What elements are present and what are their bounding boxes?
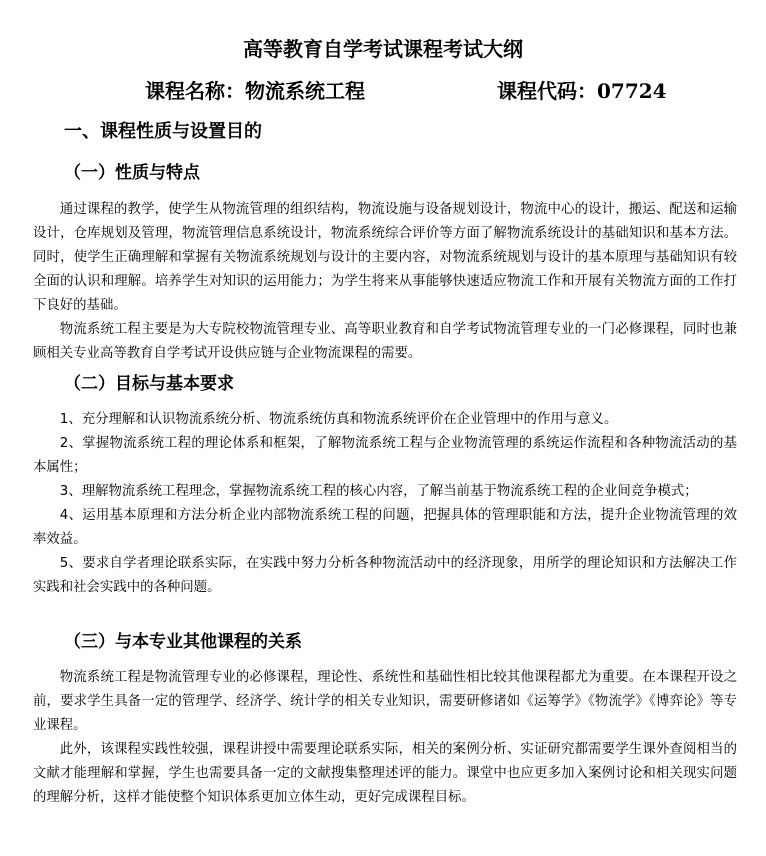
list-item: 1、充分理解和认识物流系统分析、物流系统仿真和物流系统评价在企业管理中的作用与意义。: [59, 412, 618, 427]
paragraph: 物流系统工程主要是为大专院校物流管理专业、高等职业教育和自学考试物流管理专业的一门必修课程，同时也兼顾相关专业高等教育自学考试开设供应链与企业物流课程的需要。: [33, 322, 737, 361]
course-code: 课程代码：07724: [497, 79, 667, 103]
subsection-heading-related-courses: （三）与本专业其他课程的关系: [64, 632, 302, 652]
paragraph: 物流系统工程是物流管理专业的必修课程，理论性、系统性和基础性相比较其他课程都尤为重要。在本课程开设之前，要求学生具备一定的管理学、经济学、统计学的相关专业知识，需要研修诸如《运筹学》《物流学》《博弈论》等专业课程。: [33, 670, 737, 733]
paragraph: 通过课程的教学，使学生从物流管理的组织结构，物流设施与设备规划设计，物流中心的设计，搬运、配送和运输设计，仓库规划及管理，物流管理信息系统设计，物流系统综合评价等方面了解物流系统设计的基础知识和基本方法。同时，使学生正确理解和掌握有关物流系统规划与设计的主要内容，对物流系统规划与设计的基本原理与基础知识有较全面的认识和理解。培养学生对知识的运用能力；为学生将来从事能够快速适应物流工作和开展有关物流方面的工作打下良好的基础。: [33, 202, 737, 313]
subsection-heading-nature-features: （一）性质与特点: [64, 163, 200, 183]
paragraph: 此外，该课程实践性较强，课程讲授中需要理论联系实际，相关的案例分析、实证研究都需要学生课外查阅相当的文献才能理解和掌握，学生也需要具备一定的文献搜集整理述评的能力。课堂中也应更多加入案例讨论和相关现实问题的理解分析，这样才能使整个知识体系更加立体生动，更好完成课程目标。: [33, 742, 737, 805]
list-item: 3、理解物流系统工程理念，掌握物流系统工程的核心内容，了解当前基于物流系统工程的企业间竞争模式；: [59, 484, 698, 499]
list-item: 4、运用基本原理和方法分析企业内部物流系统工程的问题，把握具体的管理职能和方法，提升企业物流管理的效率效益。: [33, 508, 737, 547]
subsection-heading-goals-requirements: （二）目标与基本要求: [64, 374, 234, 394]
section-heading-nature-purpose: 一、课程性质与设置目的: [64, 121, 262, 142]
document-title: 高等教育自学考试课程考试大纲: [243, 37, 523, 61]
list-item: 2、掌握物流系统工程的理论体系和框架，了解物流系统工程与企业物流管理的系统运作流程和各种物流活动的基本属性；: [33, 436, 737, 475]
course-name: 课程名称：物流系统工程: [145, 79, 365, 103]
list-item: 5、要求自学者理论联系实际，在实践中努力分析各种物流活动中的经济现象，用所学的理论知识和方法解决工作实践和社会实践中的各种问题。: [33, 556, 737, 595]
